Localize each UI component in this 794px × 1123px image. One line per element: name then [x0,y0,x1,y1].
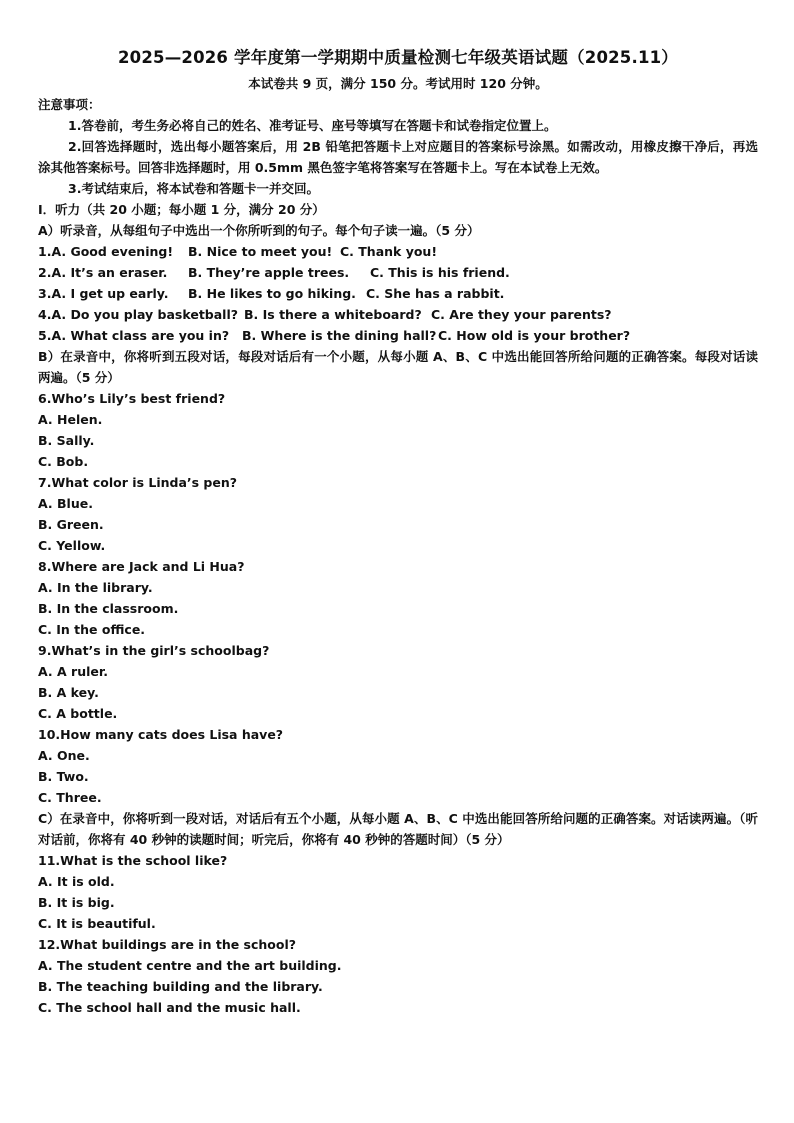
answer-option: B. The teaching building and the library. [38,979,323,994]
option-b: B. Where is the dining hall? [242,328,437,343]
answer-option: A. In the library. [38,580,153,595]
exam-page [38,46,758,1018]
option-b: B. Is there a whiteboard? [244,307,422,322]
answer-option: B. Two. [38,769,89,784]
part-b-instruction: B）在录音中，你将听到五段对话，每段对话后有一个小题，从每小题 A、B、C 中选出能回答所给问题的正确答案。每段对话读两遍。（5 分） [38,349,758,385]
question: 11.What is the school like? [38,853,228,868]
answer-option: A. One. [38,748,90,763]
option-row [38,262,758,283]
answer-option: C. It is beautiful. [38,916,156,931]
answer-option: A. Helen. [38,412,103,427]
option-row [38,241,758,262]
notice-heading: 注意事项： [38,97,101,112]
answer-option: C. In the office. [38,622,146,637]
question: 12.What buildings are in the school? [38,937,297,952]
option-a: 5.A. What class are you in? [38,328,230,343]
answer-option: B. It is big. [38,895,115,910]
part-c-instruction: C）在录音中，你将听到一段对话，对话后有五个小题，从每小题 A、B、C 中选出能回答所给问题的正确答案。对话读两遍。（听对话前，你将有 40 秒钟的读题时间；听完后，你将有 40 秒钟的答题时间）（5 分） [38,811,758,847]
option-c: C. Thank you! [340,244,438,259]
answer-option: A. A ruler. [38,664,108,679]
notice-item: 1.答卷前，考生务必将自己的姓名、准考证号、座号等填写在答题卡和试卷指定位置上。 [68,118,557,133]
option-c: C. This is his friend. [370,265,510,280]
option-c: C. She has a rabbit. [366,286,505,301]
notice-item: 3.考试结束后，将本试卷和答题卡一并交回。 [68,181,319,196]
answer-option: B. Sally. [38,433,95,448]
answer-option: B. In the classroom. [38,601,179,616]
option-b: B. They’re apple trees. [188,265,350,280]
option-a: 1.A. Good evening! [38,244,174,259]
option-a: 3.A. I get up early. [38,286,169,301]
answer-option: B. Green. [38,517,104,532]
question: 8.Where are Jack and Li Hua? [38,559,245,574]
answer-option: A. The student centre and the art building. [38,958,342,973]
answer-option: C. Yellow. [38,538,106,553]
part-a-instruction: A）听录音，从每组句子中选出一个你所听到的句子。每个句子读一遍。（5 分） [38,223,480,238]
answer-option: A. Blue. [38,496,93,511]
option-c: C. Are they your parents? [431,307,612,322]
option-a: 4.A. Do you play basketball? [38,307,238,322]
answer-option: C. A bottle. [38,706,118,721]
exam-title: 2025—2026 学年度第一学期期中质量检测七年级英语试题（2025.11） [117,48,679,67]
exam-subtitle: 本试卷共 9 页，满分 150 分。考试用时 120 分钟。 [248,76,548,91]
option-b: B. Nice to meet you! [188,244,333,259]
answer-option: B. A key. [38,685,99,700]
option-row [38,283,758,304]
question: 6.Who’s Lily’s best friend? [38,391,226,406]
option-c: C. How old is your brother? [438,328,631,343]
notice-item: 2.回答选择题时，选出每小题答案后，用 2B 铅笔把答题卡上对应题目的答案标号涂黑。如需改动，用橡皮擦干净后，再选涂其他答案标号。回答非选择题时，用 0.5mm 黑色签字笔将答案写在答题卡上。写在本试卷上无效。 [38,139,758,175]
option-row [38,304,758,325]
answer-option: A. It is old. [38,874,115,889]
option-a: 2.A. It’s an eraser. [38,265,168,280]
answer-option: C. Three. [38,790,102,805]
question: 10.How many cats does Lisa have? [38,727,284,742]
question: 7.What color is Linda’s pen? [38,475,238,490]
option-row [38,325,758,346]
answer-option: C. Bob. [38,454,89,469]
option-b: B. He likes to go hiking. [188,286,356,301]
answer-option: C. The school hall and the music hall. [38,1000,301,1015]
question: 9.What’s in the girl’s schoolbag? [38,643,270,658]
section-heading: Ⅰ．听力（共 20 小题；每小题 1 分，满分 20 分） [38,202,325,217]
